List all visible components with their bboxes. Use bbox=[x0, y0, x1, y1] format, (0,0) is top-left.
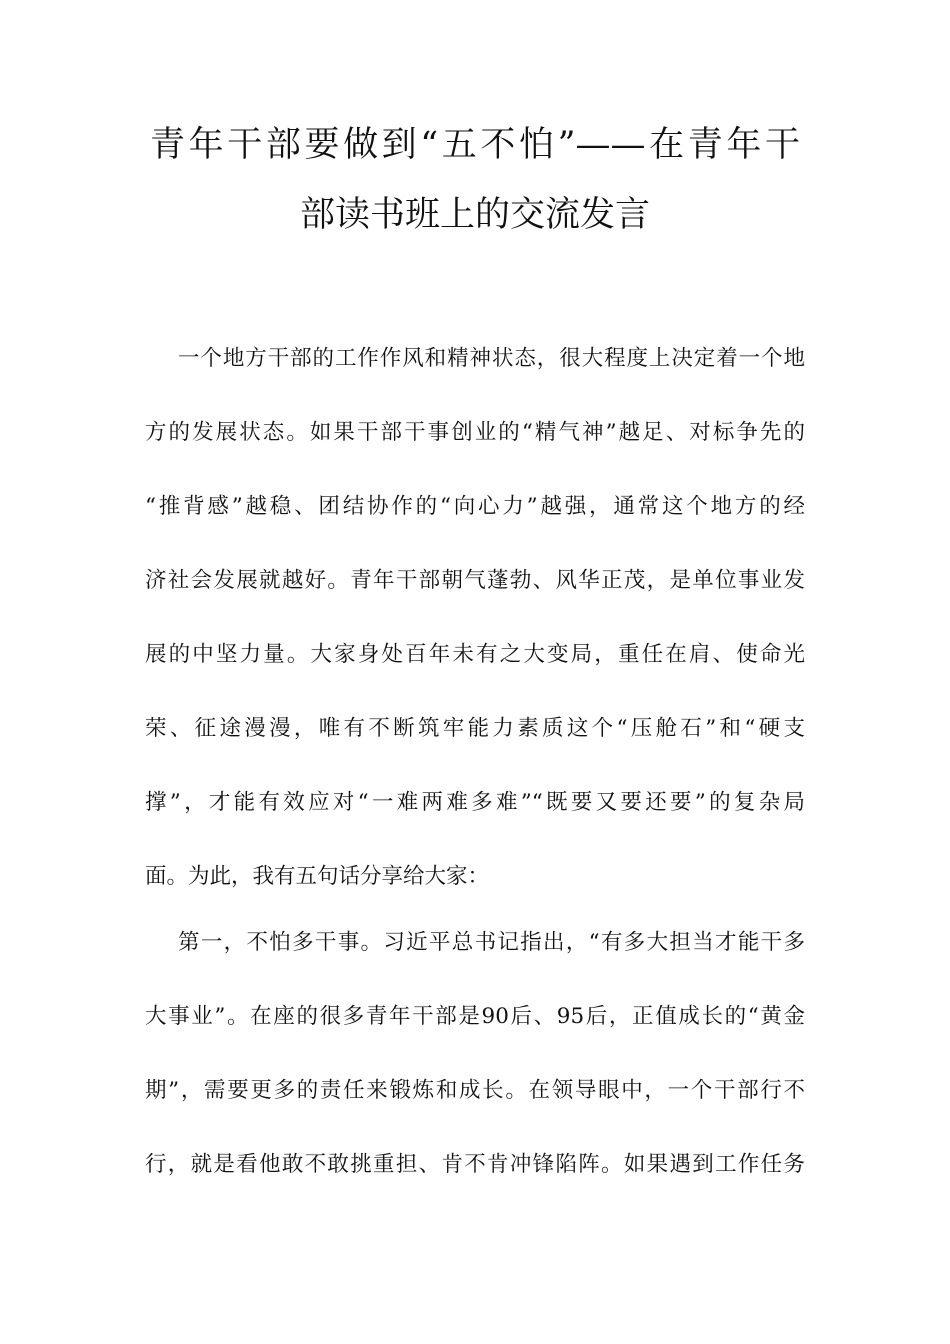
text-line: 面。为此，我有五句话分享给大家： bbox=[145, 864, 490, 889]
text-line: 行，就是看他敢不敢挑重担、肯不肯冲锋陷阵。如果遇到工作任务 bbox=[145, 1152, 805, 1177]
text-line: 方的发展状态。如果干部干事创业的“精气神”越足、对标争先的 bbox=[145, 420, 805, 445]
text-line: 荣、征途漫漫，唯有不断筑牢能力素质这个“压舱石”和“硬支 bbox=[145, 716, 805, 741]
text-line: 大事业”。在座的很多青年干部是90后、95后，正值成长的“黄金 bbox=[145, 1004, 805, 1029]
text-line: 展的中坚力量。大家身处百年未有之大变局，重任在肩、使命光 bbox=[145, 642, 805, 667]
text-line: 一个地方干部的工作作风和精神状态，很大程度上决定着一个地 bbox=[178, 346, 805, 371]
document-title-line-1: 青年干部要做到“五不怕”——在青年干 bbox=[150, 125, 800, 165]
document-title-line-2: 部读书班上的交流发言 bbox=[299, 195, 650, 235]
text-line: 济社会发展就越好。青年干部朝气蓬勃、风华正茂，是单位事业发 bbox=[145, 568, 805, 593]
text-line: 第一，不怕多干事。习近平总书记指出，“有多大担当才能干多 bbox=[178, 930, 805, 955]
text-line: 期”，需要更多的责任来锻炼和成长。在领导眼中，一个干部行不 bbox=[145, 1078, 805, 1103]
text-line: 撑”，才能有效应对“一难两难多难”“既要又要还要”的复杂局 bbox=[145, 790, 805, 815]
text-line: “推背感”越稳、团结协作的“向心力”越强，通常这个地方的经 bbox=[145, 494, 805, 519]
